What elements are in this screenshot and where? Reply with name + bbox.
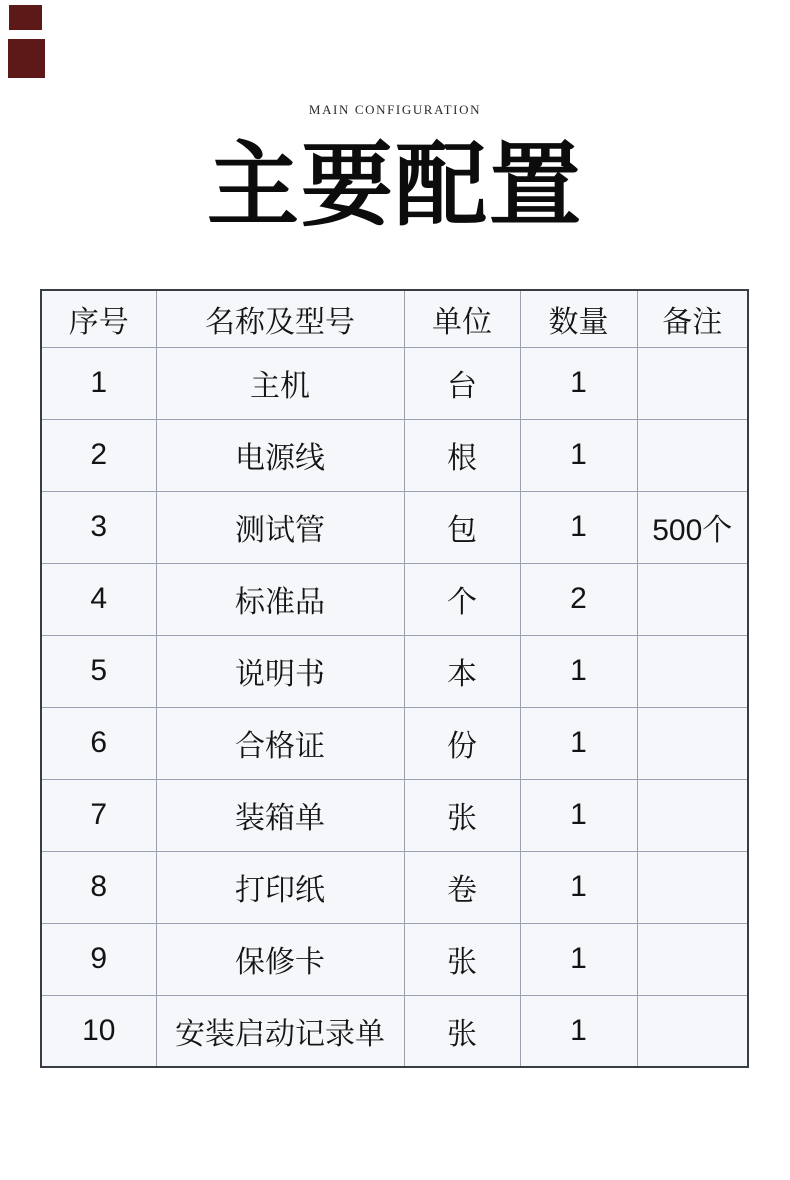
cell-remark bbox=[637, 851, 748, 923]
cell-name: 电源线 bbox=[156, 419, 404, 491]
cell-no: 8 bbox=[41, 851, 156, 923]
table-row bbox=[41, 779, 748, 851]
cell-no: 2 bbox=[41, 419, 156, 491]
cell-remark bbox=[637, 419, 748, 491]
cell-name: 标准品 bbox=[156, 563, 404, 635]
cell-remark bbox=[637, 347, 748, 419]
page-subtitle: MAIN CONFIGURATION bbox=[308, 102, 482, 117]
cell-qty: 1 bbox=[520, 347, 637, 419]
cell-name: 说明书 bbox=[156, 635, 404, 707]
table-row bbox=[41, 563, 748, 635]
cell-remark bbox=[637, 779, 748, 851]
page-title: 主要配置 bbox=[206, 135, 583, 237]
cell-name: 保修卡 bbox=[156, 923, 404, 995]
cell-no: 1 bbox=[41, 347, 156, 419]
cell-name: 安装启动记录单 bbox=[156, 995, 404, 1067]
table-row bbox=[41, 347, 748, 419]
column-header-remark: 备注 bbox=[637, 290, 748, 347]
column-header-qty: 数量 bbox=[520, 290, 637, 347]
cell-qty: 1 bbox=[520, 491, 637, 563]
cell-name: 测试管 bbox=[156, 491, 404, 563]
table-header-row bbox=[41, 290, 748, 347]
cell-unit: 包 bbox=[404, 491, 520, 563]
cell-unit: 份 bbox=[404, 707, 520, 779]
decorative-red-mark bbox=[9, 5, 42, 30]
cell-name: 合格证 bbox=[156, 707, 404, 779]
configuration-table bbox=[40, 289, 749, 1068]
cell-qty: 1 bbox=[520, 995, 637, 1067]
cell-qty: 1 bbox=[520, 923, 637, 995]
table-row bbox=[41, 851, 748, 923]
cell-qty: 1 bbox=[520, 419, 637, 491]
decorative-red-mark bbox=[8, 39, 45, 78]
cell-no: 3 bbox=[41, 491, 156, 563]
cell-remark bbox=[637, 635, 748, 707]
table-row bbox=[41, 995, 748, 1067]
table-row bbox=[41, 707, 748, 779]
cell-no: 5 bbox=[41, 635, 156, 707]
cell-remark bbox=[637, 923, 748, 995]
cell-remark bbox=[637, 563, 748, 635]
column-header-name: 名称及型号 bbox=[156, 290, 404, 347]
table-row bbox=[41, 923, 748, 995]
cell-name: 主机 bbox=[156, 347, 404, 419]
cell-unit: 张 bbox=[404, 923, 520, 995]
table-row bbox=[41, 419, 748, 491]
cell-unit: 台 bbox=[404, 347, 520, 419]
cell-unit: 个 bbox=[404, 563, 520, 635]
cell-qty: 1 bbox=[520, 707, 637, 779]
cell-unit: 卷 bbox=[404, 851, 520, 923]
cell-remark bbox=[637, 995, 748, 1067]
cell-no: 9 bbox=[41, 923, 156, 995]
column-header-no: 序号 bbox=[41, 290, 156, 347]
cell-no: 10 bbox=[41, 995, 156, 1067]
cell-qty: 1 bbox=[520, 635, 637, 707]
table-row bbox=[41, 635, 748, 707]
cell-unit: 张 bbox=[404, 779, 520, 851]
cell-no: 4 bbox=[41, 563, 156, 635]
cell-no: 7 bbox=[41, 779, 156, 851]
cell-unit: 根 bbox=[404, 419, 520, 491]
cell-remark: 500个 bbox=[637, 491, 748, 563]
cell-unit: 本 bbox=[404, 635, 520, 707]
cell-qty: 2 bbox=[520, 563, 637, 635]
cell-qty: 1 bbox=[520, 851, 637, 923]
cell-qty: 1 bbox=[520, 779, 637, 851]
cell-no: 6 bbox=[41, 707, 156, 779]
column-header-unit: 单位 bbox=[404, 290, 520, 347]
cell-name: 装箱单 bbox=[156, 779, 404, 851]
table-row bbox=[41, 491, 748, 563]
cell-remark bbox=[637, 707, 748, 779]
cell-unit: 张 bbox=[404, 995, 520, 1067]
cell-name: 打印纸 bbox=[156, 851, 404, 923]
